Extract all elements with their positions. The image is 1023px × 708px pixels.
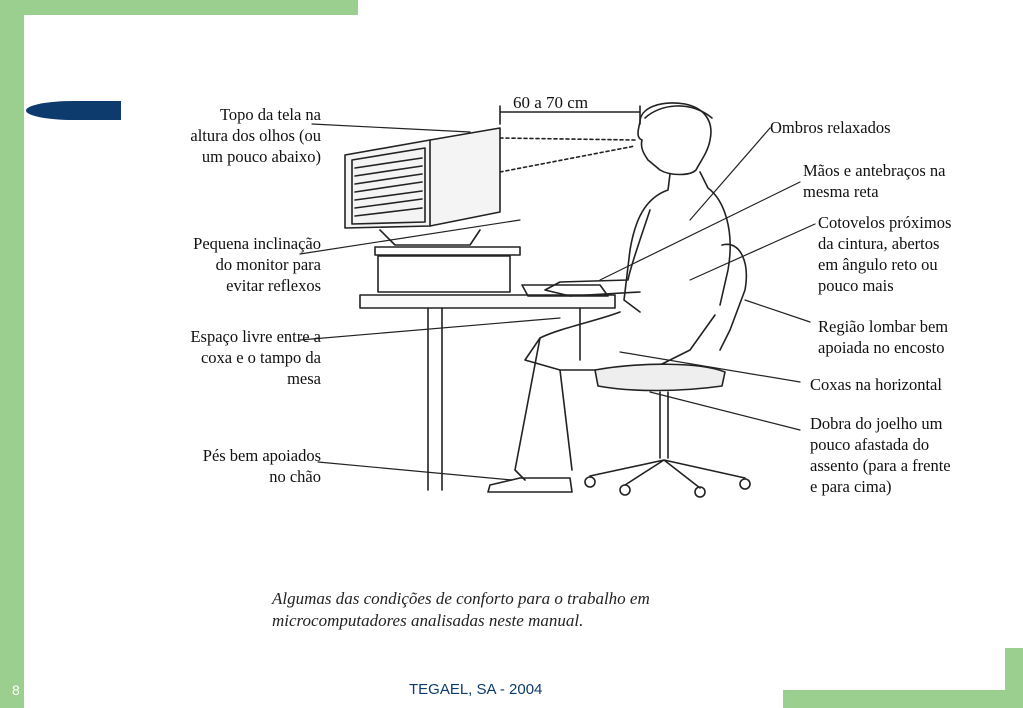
label-elbows <box>818 212 951 296</box>
computer-case <box>378 256 510 292</box>
label-line: Dobra do joelho um <box>810 414 943 433</box>
sight-lines <box>500 138 635 172</box>
label-line: altura dos olhos (ou <box>190 126 321 145</box>
label-line: Coxas na horizontal <box>810 375 942 394</box>
label-shoulders <box>770 117 891 138</box>
label-line: no chão <box>269 467 321 486</box>
footer-text: TEGAEL, SA - 2004 <box>409 681 543 698</box>
label-free-space <box>116 326 321 389</box>
label-feet <box>136 445 321 487</box>
label-lumbar <box>818 316 948 358</box>
label-line: e para cima) <box>810 477 892 496</box>
figure-caption <box>272 588 650 632</box>
label-line: coxa e o tampo da <box>200 348 321 367</box>
label-line: mesa <box>287 369 321 388</box>
label-thighs <box>810 374 942 395</box>
label-line: Ombros relaxados <box>770 118 891 137</box>
label-knee <box>810 413 951 497</box>
label-line: da cintura, abertos <box>818 234 940 253</box>
monitor <box>345 128 520 255</box>
label-line: Topo da tela na <box>219 105 321 124</box>
label-hands <box>803 160 945 202</box>
label-line: pouco afastada do <box>810 435 930 454</box>
page-number: 8 <box>12 682 20 698</box>
label-screen-top <box>136 104 321 167</box>
label-line: do monitor para <box>215 255 321 274</box>
caption-line: microcomputadores analisadas neste manual. <box>272 611 584 630</box>
label-line: Região lombar bem <box>818 317 949 336</box>
label-line: apoiada no encosto <box>818 338 945 357</box>
label-line: em ângulo reto ou <box>818 255 938 274</box>
label-line: mesma reta <box>803 182 879 201</box>
caption-line: Algumas das condições de conforto para o trabalho em <box>272 589 650 608</box>
label-line: evitar reflexos <box>226 276 321 295</box>
label-line: Pequena inclinação <box>193 234 321 253</box>
label-monitor-tilt <box>136 233 321 296</box>
label-line: assento (para a frente <box>810 456 951 475</box>
label-line: pouco mais <box>818 276 894 295</box>
label-distance: 60 a 70 cm <box>513 93 589 112</box>
label-line: Cotovelos próximos <box>818 213 952 232</box>
label-line: um pouco abaixo) <box>201 147 321 166</box>
label-line: Mãos e antebraços na <box>803 161 946 180</box>
label-line: Espaço livre entre a <box>190 327 321 346</box>
label-line: Pés bem apoiados <box>202 446 321 465</box>
